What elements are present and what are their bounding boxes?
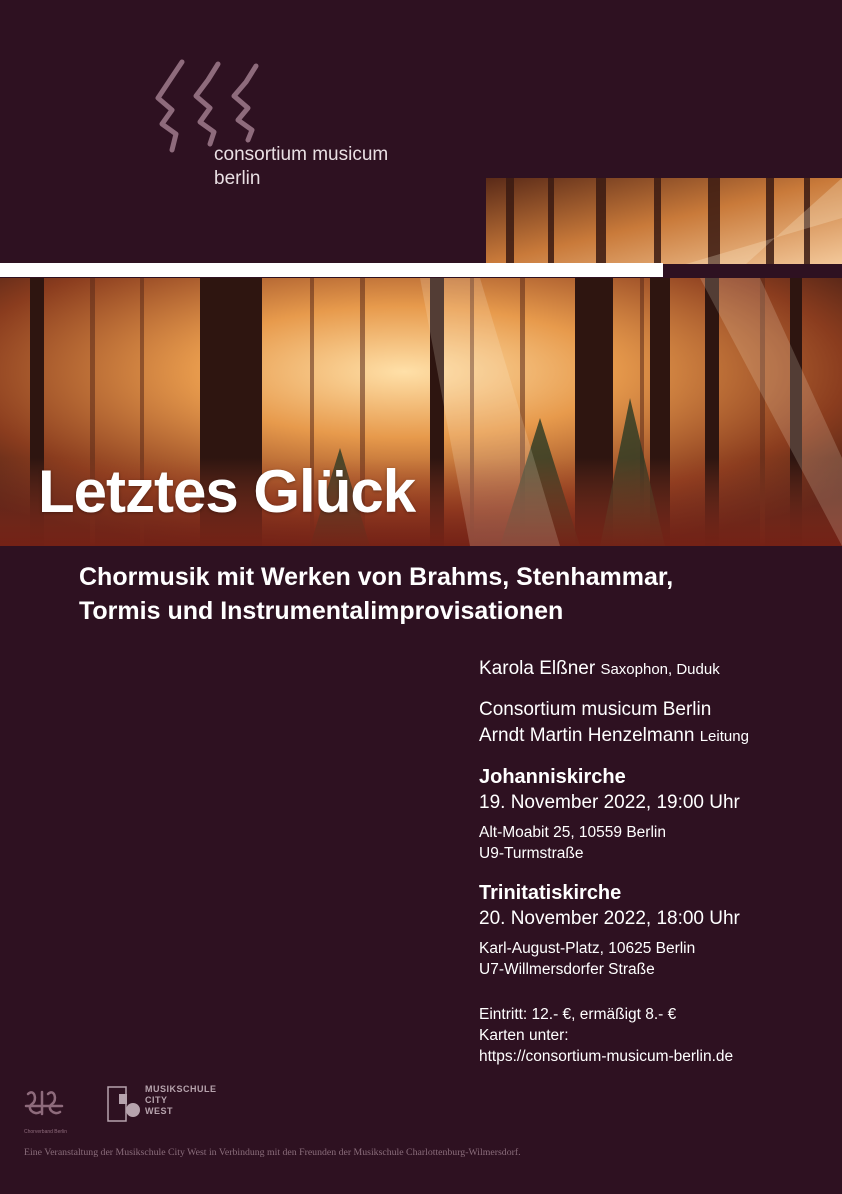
venue-transit: U7-Willmersdorfer Straße bbox=[479, 961, 655, 978]
footer-note: Eine Veranstaltung der Musikschule City West in Verbindung mit den Freunden der Musikschule Charlottenburg-Wilmersdorf. bbox=[24, 1147, 521, 1158]
musikschule-line2: CITY bbox=[145, 1095, 168, 1105]
ticket-info bbox=[479, 1004, 839, 1067]
ticket-url-link[interactable]: https://consortium-musicum-berlin.de bbox=[479, 1048, 734, 1065]
subtitle-line2: Tormis und Instrumentalimprovisationen bbox=[79, 597, 564, 625]
subtitle bbox=[79, 560, 799, 628]
page-title: Letztes Glück bbox=[38, 458, 416, 525]
concert-1 bbox=[479, 764, 839, 864]
organization-name-line1: consortium musicum bbox=[214, 144, 389, 165]
subtitle-line1: Chormusik mit Werken von Brahms, Stenhammar, bbox=[79, 563, 674, 591]
ticket-label: Karten unter: bbox=[479, 1027, 569, 1044]
musikschule-line3: WEST bbox=[145, 1106, 173, 1116]
musikschule-line1: MUSIKSCHULE bbox=[145, 1084, 217, 1094]
concert-2 bbox=[479, 880, 839, 980]
concert-datetime: 20. November 2022, 18:00 Uhr bbox=[479, 908, 740, 929]
venue-transit: U9-Turmstraße bbox=[479, 845, 584, 862]
white-divider-bar bbox=[0, 263, 663, 277]
choir-name: Consortium musicum Berlin bbox=[479, 699, 712, 720]
venue-address: Alt-Moabit 25, 10559 Berlin bbox=[479, 824, 666, 841]
organization-name bbox=[214, 143, 388, 191]
chorverband-logo-icon bbox=[24, 1086, 68, 1136]
venue-name: Johanniskirche bbox=[479, 766, 626, 788]
venue-address: Karl-August-Platz, 10625 Berlin bbox=[479, 940, 696, 957]
conductor-role: Leitung bbox=[699, 728, 749, 745]
forest-photo-top bbox=[486, 178, 842, 264]
soloist bbox=[479, 656, 839, 683]
venue-name: Trinitatiskirche bbox=[479, 882, 622, 904]
ticket-price: Eintritt: 12.- €, ermäßigt 8.- € bbox=[479, 1006, 677, 1023]
conductor-name: Arndt Martin Henzelmann bbox=[479, 725, 695, 746]
event-info bbox=[479, 656, 839, 1067]
musikschule-logo-icon bbox=[107, 1084, 229, 1124]
organization-name-line2: berlin bbox=[214, 168, 261, 189]
soloist-role: Saxophon, Duduk bbox=[600, 661, 720, 678]
chorverband-text: Chorverband Berlin bbox=[24, 1129, 68, 1135]
concert-datetime: 19. November 2022, 19:00 Uhr bbox=[479, 792, 740, 813]
soloist-name: Karola Elßner bbox=[479, 658, 596, 679]
conductor bbox=[479, 723, 839, 750]
